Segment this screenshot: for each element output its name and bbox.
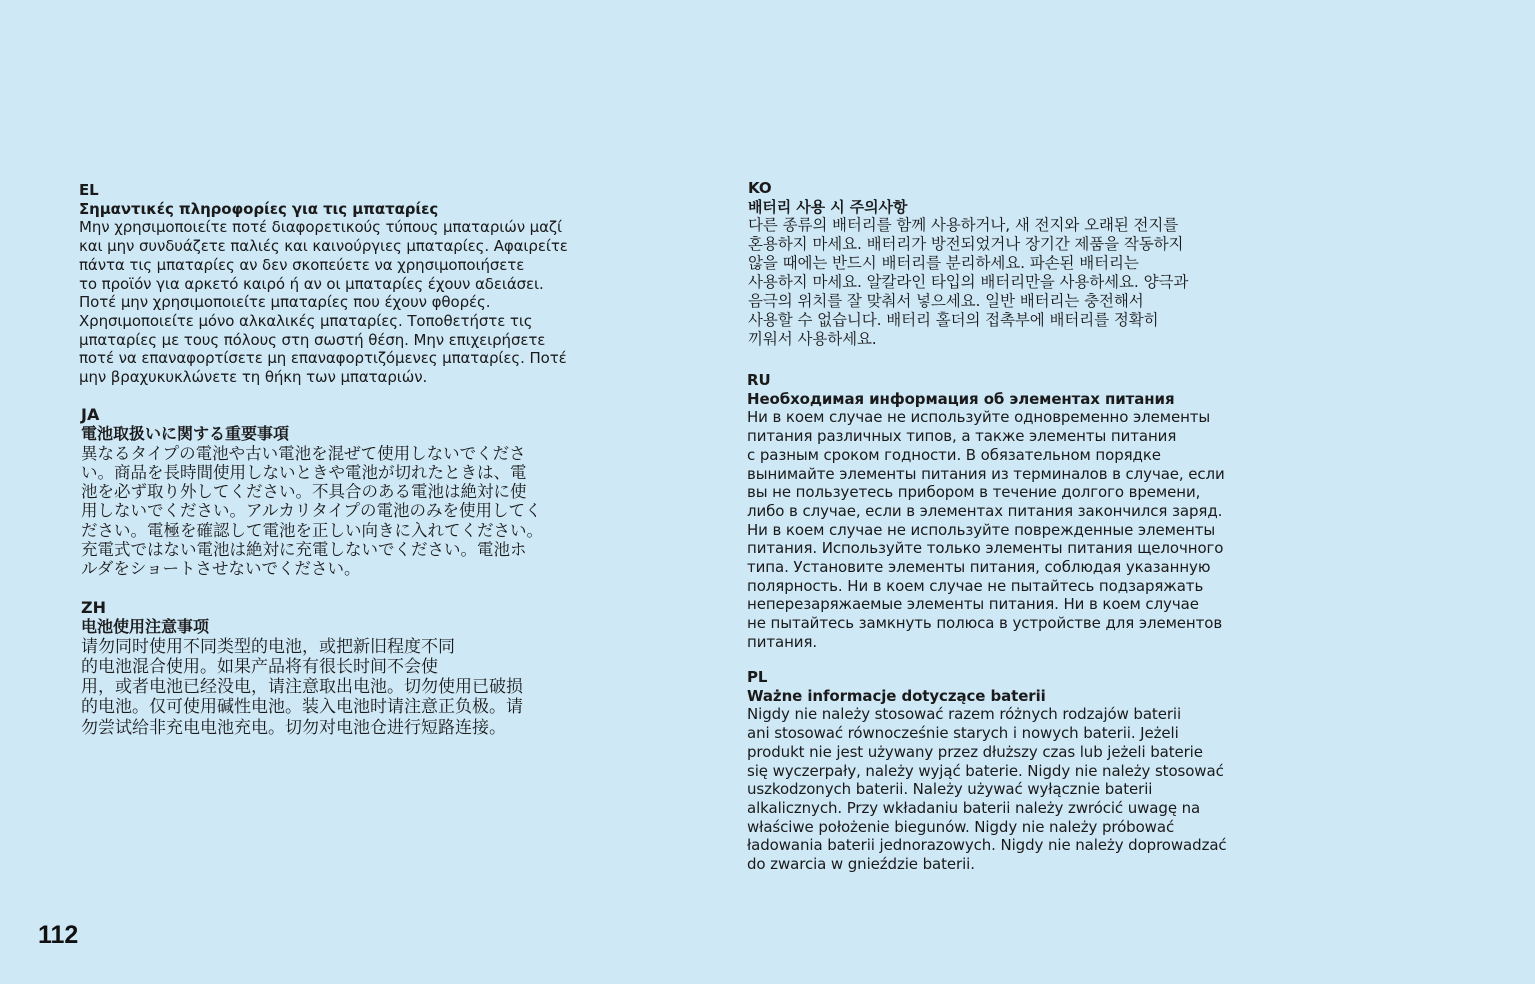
section-body [81, 637, 571, 738]
body-line: 勿尝试给非充电电池充电。切勿对电池仓进行短路连接。 [81, 717, 506, 738]
body-line: το προϊόν για αρκετό καιρό ή αν οι μπαταρίες έχουν αδειάσει. [79, 274, 544, 293]
body-line: uszkodzonych baterii. Należy używać wyłącznie baterii [747, 780, 1153, 799]
body-line: μην βραχυκυκλώνετε τη θήκη των μπαταριών. [79, 368, 428, 387]
section-greek [79, 181, 579, 387]
body-line: вынимайте элементы питания из терминалов в случае, если [747, 464, 1225, 483]
section-chinese [81, 598, 571, 738]
body-line: 请勿同时使用不同类型的电池，或把新旧程度不同 [81, 636, 455, 657]
body-line: do zwarcia w gnieździe baterii. [747, 855, 975, 874]
body-line: ani stosować równocześnie starych i nowych baterii. Jeżeli [747, 724, 1179, 743]
language-code: KO [748, 179, 772, 197]
body-line: 的电池混合使用。如果产品将有很长时间不会使 [81, 656, 438, 677]
body-line: питания. Используйте только элементы питания щелочного [747, 539, 1224, 558]
body-line: 的电池。仅可使用碱性电池。装入电池时请注意正负极。请 [81, 697, 523, 718]
section-heading: 電池取扱いに関する重要事項 [81, 424, 290, 444]
section-heading: 电池使用注意事项 [81, 617, 210, 637]
body-line: 다른 종류의 배터리를 함께 사용하거나, 새 전지와 오래된 전지를 [748, 216, 1179, 235]
body-line: 음극의 위치를 잘 맞춰서 넣으세요. 일반 배터리는 충전해서 [748, 292, 1144, 311]
body-line: полярность. Ни в коем случае не пытайтесь подзаряжать [747, 576, 1204, 595]
section-body [747, 705, 1247, 873]
section-body [747, 408, 1247, 651]
body-line: 않을 때에는 반드시 배터리를 분리하세요. 파손된 배터리는 [748, 254, 1139, 273]
body-line: Ни в коем случае не используйте поврежденные элементы [747, 520, 1216, 539]
section-japanese [81, 405, 571, 579]
body-line: питания различных типов, а также элементы питания [747, 427, 1177, 446]
body-line: produkt nie jest używany przez dłuższy czas lub jeżeli baterie [747, 742, 1203, 761]
body-line: alkalicznych. Przy wkładaniu baterii należy zwrócić uwagę na [747, 798, 1201, 817]
section-russian [747, 371, 1247, 652]
section-polish [747, 668, 1247, 874]
body-line: Ποτέ μην χρησιμοποιείτε μπαταρίες που έχουν φθορές. [79, 293, 491, 312]
body-line: Nigdy nie należy stosować razem różnych rodzajów baterii [747, 705, 1182, 724]
body-line: неперезаряжаемые элементы питания. Ни в коем случае [747, 595, 1199, 614]
language-code: ZH [81, 598, 106, 617]
body-line: типа. Установите элементы питания, соблюдая указанную [747, 558, 1211, 577]
page-number: 112 [38, 921, 79, 949]
body-line: και μην συνδυάζετε παλιές και καινούργιες μπαταρίες. Αφαιρείτε [79, 237, 568, 256]
body-line: питания. [747, 632, 818, 651]
body-line: 池を必ず取り外してください。不具合のある電池は絶対に使 [81, 482, 527, 502]
section-heading: 배터리 사용 시 주의사항 [748, 197, 908, 216]
body-line: 사용하지 마세요. 알칼라인 타입의 배터리만을 사용하세요. 양극과 [748, 273, 1189, 292]
body-line: Μην χρησιμοποιείτε ποτέ διαφορετικούς τύπους μπαταριών μαζί [79, 218, 562, 237]
body-line: либо в случае, если в элементах питания закончился заряд. [747, 501, 1223, 520]
body-line: μπαταρίες με τους πόλους στη σωστή θέση. Μην επιχειρήσετε [79, 330, 546, 349]
body-line: 用，或者电池已经没电，请注意取出电池。切勿使用已破损 [81, 677, 523, 698]
body-line: い。商品を長時間使用しないときや電池が切れたときは、電 [81, 462, 527, 482]
section-body [748, 216, 1248, 349]
section-body [81, 444, 571, 579]
body-line: πάντα τις μπαταρίες αν δεν σκοπεύετε να χρησιμοποιήσετε [79, 255, 525, 274]
body-line: Χρησιμοποιείτε μόνο αλκαλικές μπαταρίες. Τοποθετήστε τις [79, 311, 533, 330]
language-code: PL [747, 668, 768, 686]
section-heading: Необходимая информация об элементах питания [747, 389, 1175, 408]
section-heading: Σημαντικές πληροφορίες για τις μπαταρίες [79, 199, 439, 218]
body-line: вы не пользуетесь прибором в течение долгого времени, [747, 483, 1201, 502]
body-line: ださい。電極を確認して電池を正しい向きに入れてください。 [81, 520, 543, 540]
body-line: 異なるタイプの電池や古い電池を混ぜて使用しないでくださ [81, 443, 526, 463]
body-line: Ни в коем случае не используйте одновременно элементы [747, 408, 1211, 427]
body-line: 끼워서 사용하세요. [748, 330, 877, 349]
body-line: не пытайтесь замкнуть полюса в устройстве для элементов [747, 614, 1223, 633]
language-code: RU [747, 371, 771, 389]
section-body [79, 218, 579, 386]
body-line: 用しないでください。アルカリタイプの電池のみを使用してく [81, 501, 542, 521]
body-line: 사용할 수 없습니다. 배터리 홀더의 접촉부에 배터리를 정확히 [748, 311, 1159, 330]
section-heading: Ważne informacje dotyczące baterii [747, 686, 1046, 705]
body-line: ルダをショートさせないでください。 [81, 559, 361, 579]
body-line: с разным сроком годности. В обязательном порядке [747, 445, 1161, 464]
body-line: 充電式ではない電池は絶対に充電しないでください。電池ホ [81, 540, 527, 560]
section-korean [748, 179, 1248, 349]
language-code: JA [81, 405, 100, 424]
body-line: właściwe położenie biegunów. Nigdy nie należy próbować [747, 817, 1175, 836]
body-line: ποτέ να επαναφορτίσετε μη επαναφορτιζόμενες μπαταρίες. Ποτέ [79, 349, 567, 368]
language-code: EL [79, 181, 99, 199]
body-line: się wyczerpały, należy wyjąć baterie. Nigdy nie należy stosować [747, 761, 1224, 780]
body-line: 혼용하지 마세요. 배터리가 방전되었거나 장기간 제품을 작동하지 [748, 235, 1184, 254]
body-line: ładowania baterii jednorazowych. Nigdy nie należy doprowadzać [747, 836, 1227, 855]
